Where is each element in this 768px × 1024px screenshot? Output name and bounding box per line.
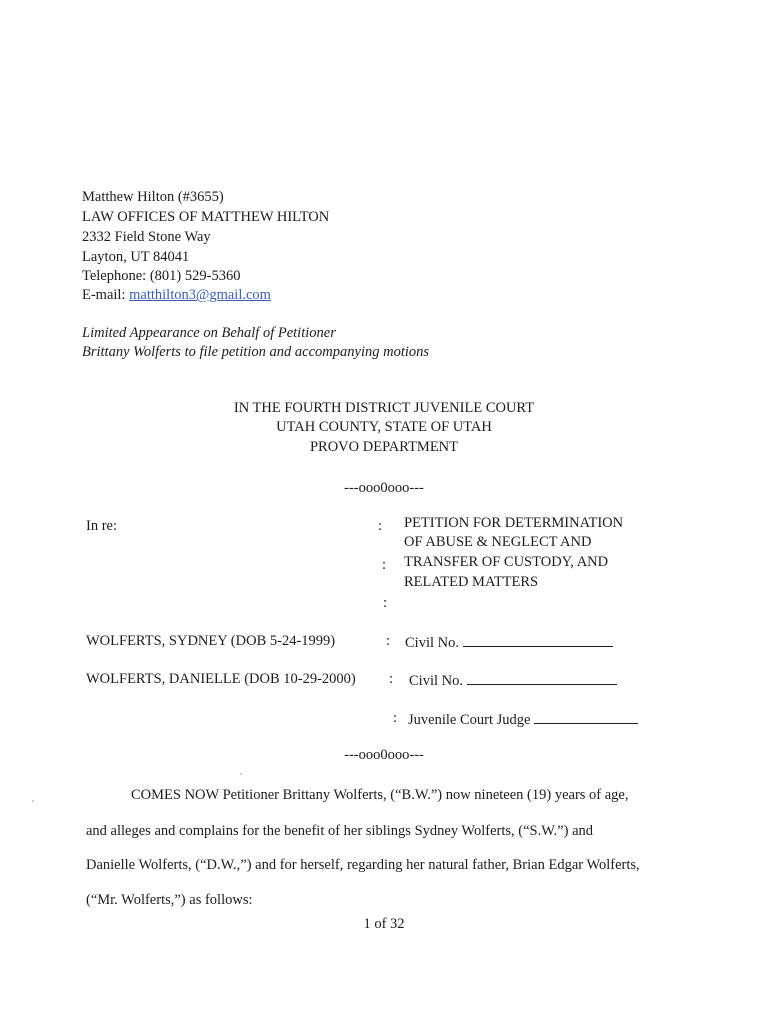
limited-appearance-line-2: Brittany Wolferts to file petition and accompanying motions [82,344,430,360]
party-danielle: WOLFERTS, DANIELLE (DOB 10-29-2000) [86,671,356,687]
scan-speck [32,800,34,802]
petition-title-line-1: PETITION FOR DETERMINATION [404,515,624,531]
petition-title-line-2: OF ABUSE & NEGLECT AND [404,534,592,550]
caption-colon: : [378,518,383,534]
judge-line [408,709,638,729]
page-number: 1 of 32 [363,916,405,932]
petition-title-line-3: TRANSFER OF CUSTODY, AND [404,554,609,570]
telephone: Telephone: (801) 529-5360 [82,268,241,284]
address-line-2: Layton, UT 84041 [82,249,190,265]
civil-no-blank [467,670,617,685]
law-firm: LAW OFFICES OF MATTHEW HILTON [82,209,330,225]
court-line-3: PROVO DEPARTMENT [309,439,459,455]
civil-no-label: Civil No. [405,635,459,651]
civil-no-label: Civil No. [409,673,463,689]
separator-top: ---ooo0ooo--- [344,480,424,496]
email-label: E-mail: [82,287,130,303]
email-link[interactable]: matthilton3@gmail.com [129,287,271,303]
civil-no-1 [405,632,613,652]
caption-colon: : [382,557,387,573]
body-line-3: Danielle Wolferts, (“D.W.,”) and for herself, regarding her natural father, Brian Edgar Wolferts, [86,857,640,873]
in-re-label: In re: [86,518,117,534]
caption-colon: : [386,633,391,649]
court-line-2: UTAH COUNTY, STATE OF UTAH [276,419,492,435]
address-line-1: 2332 Field Stone Way [82,229,211,245]
petition-title-line-4: RELATED MATTERS [404,574,539,590]
party-sydney: WOLFERTS, SYDNEY (DOB 5-24-1999) [86,633,336,649]
body-line-2: and alleges and complains for the benefit of her siblings Sydney Wolferts, (“S.W.”) and [86,823,594,839]
civil-no-2 [409,670,617,690]
limited-appearance-line-1: Limited Appearance on Behalf of Petitioner [82,325,336,341]
civil-no-blank [463,632,613,647]
judge-blank [534,709,638,724]
email-line [82,286,271,304]
caption-colon: : [383,595,388,611]
separator-bottom: ---ooo0ooo--- [344,747,424,763]
court-line-1: IN THE FOURTH DISTRICT JUVENILE COURT [233,400,535,416]
scan-speck [240,773,242,775]
caption-colon: : [393,710,398,726]
judge-label: Juvenile Court Judge [408,712,531,728]
body-line-1: COMES NOW Petitioner Brittany Wolferts, (“B.W.”) now nineteen (19) years of age, [131,787,629,803]
body-line-4: (“Mr. Wolferts,”) as follows: [86,892,253,908]
caption-colon: : [389,671,394,687]
attorney-name: Matthew Hilton (#3655) [82,189,224,205]
